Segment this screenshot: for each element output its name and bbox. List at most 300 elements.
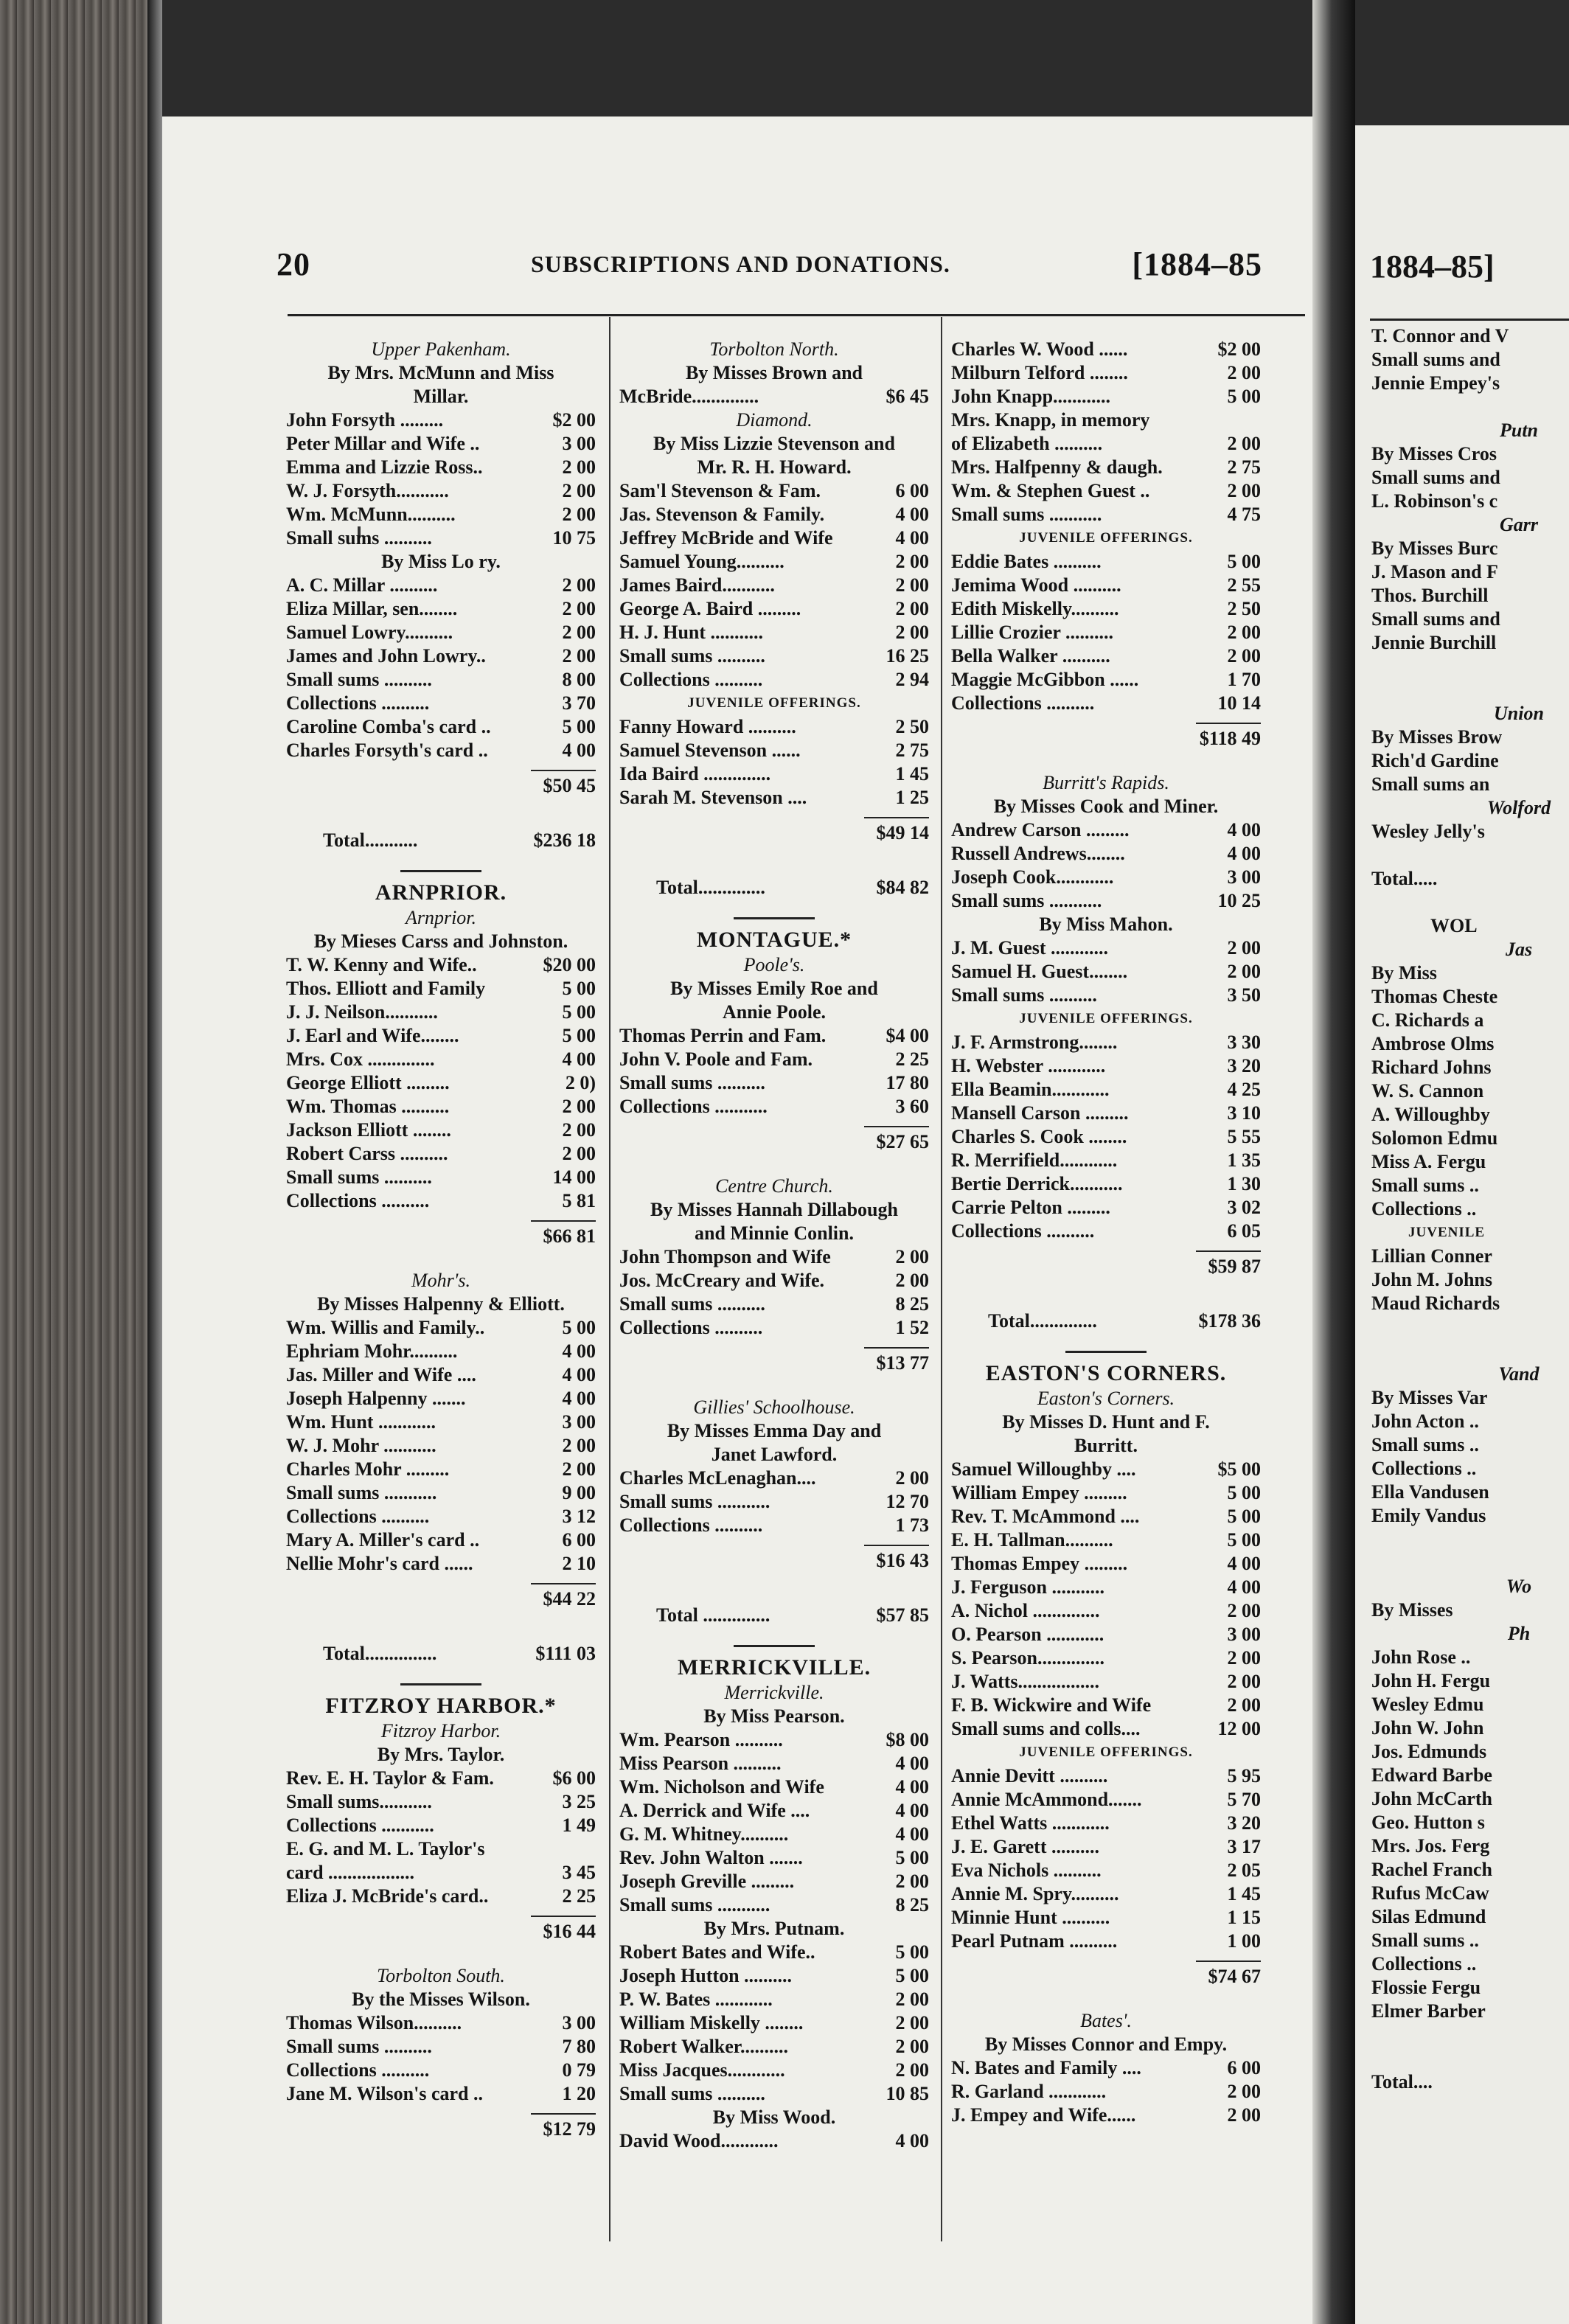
juvenile-heading: JUVENILE OFFERINGS. (1019, 1744, 1193, 1760)
donation-amount: 2 05 (1227, 1859, 1261, 1881)
collector-line: By Misses Cook and Miner. (993, 796, 1219, 817)
donor-name: Annie Devitt .......... (951, 1765, 1108, 1787)
donor-name: Collections .......... (951, 692, 1095, 714)
donation-amount: 2 50 (895, 716, 929, 737)
donation-row (951, 1576, 1261, 1599)
donation-amount: 2 00 (562, 1096, 596, 1117)
donation-amount: 2 25 (562, 1885, 596, 1907)
donor-name: J. J. Neilson........... (286, 1001, 438, 1023)
spacer (619, 1573, 929, 1593)
donor-name: Samuel Young.......... (619, 551, 784, 572)
next-page-line: Small sums an (1371, 773, 1490, 795)
donation-row (951, 1835, 1261, 1859)
donor-name: card .................. (286, 1862, 415, 1883)
column-3 (951, 338, 1261, 2127)
donation-amount: 1 15 (1227, 1907, 1261, 1928)
donation-amount: 4 00 (1227, 843, 1261, 864)
donation-row (619, 526, 929, 550)
donation-amount: 2 00 (562, 622, 596, 643)
donation-row (286, 1552, 596, 1576)
donation-row (286, 1024, 596, 1048)
donor-name: Jackson Elliott ........ (286, 1119, 451, 1141)
donation-amount: 8 00 (562, 669, 596, 690)
donation-amount: 3 60 (895, 1096, 929, 1117)
donation-block (951, 1309, 1261, 1353)
next-page-line: L. Robinson's c (1371, 490, 1498, 512)
donation-amount: 5 00 (562, 1001, 596, 1023)
subheading: Mohr's. (411, 1270, 470, 1291)
donation-row (951, 1481, 1261, 1505)
donor-name: Joseph Cook............ (951, 866, 1114, 888)
next-page-line: Small sums .. (1371, 1434, 1479, 1455)
donation-amount: 4 00 (562, 1388, 596, 1409)
spacer (951, 1989, 1261, 2009)
donation-row (286, 977, 596, 1001)
donor-name: John Forsyth ......... (286, 409, 444, 431)
donor-name: Bertie Derrick........... (951, 1173, 1123, 1194)
donation-row (951, 1125, 1261, 1149)
donation-block (951, 2009, 1261, 2127)
juvenile-heading: JUVENILE OFFERINGS. (687, 695, 861, 711)
donor-name: William Empey ......... (951, 1482, 1127, 1503)
donor-name: Jeffrey McBride and Wife (619, 527, 833, 549)
donation-amount: 2 50 (1227, 598, 1261, 619)
donor-name: Collections ........... (286, 1815, 434, 1836)
donor-name: David Wood............ (619, 2130, 779, 2151)
donation-amount: 5 00 (895, 1941, 929, 1963)
donor-name: Peter Millar and Wife .. (286, 433, 480, 454)
donation-amount: 2 00 (1227, 362, 1261, 383)
next-page-line: Geo. Hutton s (1371, 1812, 1485, 1833)
next-page-line (1371, 678, 1569, 702)
donation-amount: 10 85 (886, 2083, 929, 2104)
total-label: Total.............. (656, 877, 765, 898)
donor-name: J. E. Garett .......... (951, 1836, 1099, 1857)
donation-amount: 2 00 (562, 645, 596, 667)
subtotal-amount: $74 67 (1196, 1961, 1261, 1989)
donation-row (619, 550, 929, 574)
donation-row (619, 1846, 929, 1870)
subheading: Torbolton North. (709, 338, 839, 360)
donation-row (619, 715, 929, 739)
next-page-line: Solomon Edmu (1371, 1127, 1498, 1149)
donation-amount: 3 00 (562, 433, 596, 454)
donation-amount: 5 00 (895, 1965, 929, 1986)
subheading: Torbolton South. (377, 1965, 505, 1986)
next-page-line: Ella Vandusen (1371, 1481, 1489, 1503)
donation-amount: 2 00 (1227, 2081, 1261, 2102)
donor-name: Ida Baird .............. (619, 763, 771, 784)
donation-block (286, 1694, 596, 1964)
donor-name: Small sums ........... (619, 1894, 770, 1916)
donation-amount: 2 00 (562, 480, 596, 501)
donation-amount: 4 00 (1227, 1553, 1261, 1574)
next-page-line: A. Willoughby (1371, 1104, 1490, 1125)
donation-amount: 2 00 (1227, 1694, 1261, 1716)
next-page-line: Small sums and (1371, 467, 1500, 488)
subheading: Bates'. (1080, 2010, 1132, 2031)
donor-name: Thomas Empey ......... (951, 1553, 1128, 1574)
donation-row (951, 479, 1261, 503)
donation-block (951, 1741, 1261, 2009)
donation-row (619, 739, 929, 762)
donation-row (286, 1118, 596, 1142)
donation-row (286, 1363, 596, 1387)
donation-amount: $2 00 (1217, 338, 1261, 360)
donor-name: Collections .......... (619, 1514, 763, 1536)
donor-name: Nellie Mohr's card ...... (286, 1553, 473, 1574)
donor-name: Small sums ........... (951, 504, 1102, 525)
donor-name: Wm. Thomas .......... (286, 1096, 450, 1117)
donor-name: J. Ferguson ........... (951, 1576, 1104, 1598)
next-page-line: J. Mason and F (1371, 561, 1498, 582)
next-page-line: By Misses Burc (1371, 537, 1498, 559)
donor-name: Wm. & Stephen Guest .. (951, 480, 1150, 501)
donation-row (619, 2129, 929, 2153)
collector-line: By Mrs. Taylor. (377, 1744, 505, 1765)
spacer (286, 1248, 596, 1269)
donation-row (286, 1814, 596, 1837)
subtotal-amount: $59 87 (1196, 1250, 1261, 1278)
donation-amount: 1 70 (1227, 669, 1261, 690)
donation-amount: 4 00 (1227, 1576, 1261, 1598)
donation-amount: 4 00 (895, 504, 929, 525)
donation-amount: 5 55 (1227, 1126, 1261, 1147)
donation-row (951, 1149, 1261, 1172)
donation-row (951, 1599, 1261, 1623)
donation-amount: 2 00 (562, 504, 596, 525)
donor-name: N. Bates and Family .... (951, 2057, 1141, 2078)
donation-amount: 1 35 (1227, 1149, 1261, 1171)
donation-amount: 14 00 (552, 1166, 596, 1188)
donation-amount: 2 00 (562, 574, 596, 596)
donation-amount: 2 00 (1227, 1600, 1261, 1621)
donor-name: Small sums .......... (951, 984, 1097, 1006)
subtotal-row (619, 817, 929, 845)
donor-name: Small sums ........... (619, 1491, 770, 1512)
subtotal-amount: $118 49 (1196, 723, 1261, 751)
donation-amount: 2 00 (1227, 622, 1261, 643)
donation-row (951, 1906, 1261, 1930)
donation-amount: 2 00 (562, 456, 596, 478)
donation-block (619, 876, 929, 919)
next-page-column (1371, 324, 1569, 2094)
donation-row (619, 644, 929, 668)
donation-block (619, 338, 929, 408)
donor-name: E. G. and M. L. Taylor's (286, 1838, 485, 1859)
section-rule (734, 917, 815, 919)
donation-row (951, 456, 1261, 479)
donation-amount: 2 00 (895, 598, 929, 619)
donation-amount: 2 10 (562, 1553, 596, 1574)
donation-amount: 3 10 (1227, 1102, 1261, 1124)
donation-row (619, 1775, 929, 1799)
subheading: Gillies' Schoolhouse. (693, 1396, 855, 1418)
book-gutter (1312, 0, 1355, 2324)
subtotal-amount: $44 22 (531, 1583, 596, 1611)
donor-name: Mansell Carson ......... (951, 1102, 1129, 1124)
donor-name: J. Watts................. (951, 1671, 1100, 1692)
donor-name: Charles McLenaghan.... (619, 1467, 816, 1489)
donation-amount: 1 30 (1227, 1173, 1261, 1194)
donation-amount: 3 25 (562, 1791, 596, 1812)
donation-amount: 12 00 (1217, 1718, 1261, 1739)
donor-name: Ephriam Mohr.......... (286, 1340, 458, 1362)
donation-row (286, 715, 596, 739)
section-heading: ARNPRIOR. (375, 880, 507, 905)
donation-amount: 2 00 (895, 1989, 929, 2010)
donation-row (619, 1752, 929, 1775)
donation-amount: 3 00 (562, 1411, 596, 1433)
total-label: Total.............. (988, 1310, 1097, 1332)
donation-amount: 2 00 (895, 2036, 929, 2057)
donation-amount: 4 00 (895, 1823, 929, 1845)
next-page-line: T. Connor and V (1371, 325, 1509, 347)
next-page-line: Wolford (1486, 797, 1551, 818)
donation-row (286, 1481, 596, 1505)
donation-row (619, 1941, 929, 1964)
donor-name: Small sums .......... (286, 2036, 432, 2057)
donor-name: Eliza Millar, sen........ (286, 598, 458, 619)
next-page-line (1371, 1339, 1569, 1363)
donation-row (286, 2011, 596, 2035)
donation-block (619, 1175, 929, 1396)
donation-row (286, 1458, 596, 1481)
subtotal-row (286, 770, 596, 798)
page-number: 20 (276, 246, 310, 282)
donation-amount: 3 70 (562, 692, 596, 714)
collector-line: Annie Poole. (722, 1001, 827, 1023)
donation-amount: 2 00 (895, 2012, 929, 2034)
next-page-line: Jennie Empey's (1371, 372, 1500, 394)
donation-row (951, 1764, 1261, 1788)
donor-name: Charles Forsyth's card .. (286, 740, 488, 761)
spacer (286, 2141, 596, 2162)
donation-row (619, 2035, 929, 2059)
donation-block (619, 1604, 929, 1647)
donation-amount: 8 25 (895, 1894, 929, 1916)
next-page-line: John H. Fergu (1371, 1670, 1491, 1691)
donor-name: John Knapp............ (951, 386, 1111, 407)
next-page-line (1371, 655, 1569, 678)
total-row (619, 1604, 929, 1627)
juvenile-heading: JUVENILE OFFERINGS. (1019, 530, 1193, 546)
donation-amount: 3 00 (1227, 1624, 1261, 1645)
next-page-line: Flossie Fergu (1371, 1977, 1481, 1998)
donor-name: Thos. Elliott and Family (286, 978, 486, 999)
donor-name: Charles S. Cook ........ (951, 1126, 1127, 1147)
collector-line: and Minnie Conlin. (694, 1222, 854, 1244)
donation-row (286, 1071, 596, 1095)
donor-name: A. Nichol .............. (951, 1600, 1100, 1621)
donation-row (286, 621, 596, 644)
next-page-line: Small sums and (1371, 608, 1500, 630)
next-page-line (1371, 395, 1569, 419)
donation-row (951, 1859, 1261, 1882)
donation-row (951, 1054, 1261, 1078)
donation-amount: 1 73 (895, 1514, 929, 1536)
subheading: Centre Church. (715, 1175, 833, 1197)
donation-amount: 10 25 (1217, 890, 1261, 911)
collector-line: By Misses Brown and (685, 362, 863, 383)
donation-amount: 1 00 (1227, 1930, 1261, 1952)
subtotal-row (951, 1250, 1261, 1278)
next-page-line: Jas (1505, 939, 1533, 960)
section-rule (1065, 1351, 1147, 1353)
donation-row (619, 385, 929, 408)
donation-row (951, 2056, 1261, 2080)
donor-name: Collections .......... (619, 669, 763, 690)
donor-name: T. W. Kenny and Wife.. (286, 954, 477, 975)
donor-name: Small sums .......... (619, 1072, 765, 1093)
donor-name: Thomas Wilson.......... (286, 2012, 462, 2034)
donation-row (286, 1166, 596, 1189)
donor-name: J. Empey and Wife...... (951, 2104, 1136, 2126)
donation-amount: 10 14 (1217, 692, 1261, 714)
donor-name: W. J. Mohr ........... (286, 1435, 436, 1456)
next-page-line: Thos. Burchill (1371, 585, 1489, 606)
donation-amount: 7 80 (562, 2036, 596, 2057)
donation-amount: 12 70 (886, 1491, 929, 1512)
donor-name: Robert Bates and Wife.. (619, 1941, 815, 1963)
donation-amount: 2 0) (565, 1072, 596, 1093)
donation-amount: 5 95 (1227, 1765, 1261, 1787)
donation-row (619, 1024, 929, 1048)
donation-amount: 1 49 (562, 1815, 596, 1836)
donation-amount: 4 00 (895, 1776, 929, 1798)
donation-row (951, 1528, 1261, 1552)
donation-amount: 2 00 (895, 1467, 929, 1489)
donation-amount: 2 00 (562, 1119, 596, 1141)
spacer (286, 798, 596, 818)
donation-row (286, 668, 596, 692)
donor-name: W. J. Forsyth........... (286, 480, 449, 501)
donor-name: Russell Andrews........ (951, 843, 1125, 864)
donation-row (286, 408, 596, 432)
donor-name: Small sums and colls.... (951, 1718, 1141, 1739)
donation-row (286, 1861, 596, 1885)
next-page-line: Vand (1498, 1363, 1540, 1385)
donor-name: Samuel Stevenson ...... (619, 740, 801, 761)
subheading: Merrickville. (724, 1682, 824, 1703)
donor-name: Collections .......... (619, 1317, 763, 1338)
donor-name: Robert Carss .......... (286, 1143, 448, 1164)
total-label: Total........... (323, 829, 418, 851)
donation-amount: 6 00 (1227, 2057, 1261, 2078)
donor-name: Sarah M. Stevenson .... (619, 787, 807, 808)
juvenile-heading: JUVENILE OFFERINGS. (1019, 1011, 1193, 1026)
next-page-line: Total..... (1371, 868, 1438, 889)
donation-row (286, 1790, 596, 1814)
donation-amount: 2 00 (895, 1270, 929, 1291)
donor-name: Maggie McGibbon ...... (951, 669, 1139, 690)
donor-name: Small sums .......... (619, 645, 765, 667)
collector-line: By Misses Emma Day and (667, 1420, 882, 1441)
donation-amount: 5 00 (1227, 1482, 1261, 1503)
donor-name: Caroline Comba's card .. (286, 716, 491, 737)
donation-amount: 2 00 (895, 1246, 929, 1267)
collector-line: By Misses Halpenny & Elliott. (317, 1293, 565, 1315)
donor-name: Collections .......... (286, 2059, 430, 2081)
subtotal-amount: $66 81 (531, 1220, 596, 1248)
total-amount: $111 03 (535, 1643, 596, 1664)
donation-amount: 4 00 (895, 1753, 929, 1774)
donation-amount: 5 81 (562, 1190, 596, 1211)
donation-row (951, 1623, 1261, 1646)
donor-name: McBride.............. (619, 386, 759, 407)
donation-amount: 5 00 (1227, 551, 1261, 572)
next-page-line: Rachel Franch (1371, 1859, 1492, 1880)
column-divider (941, 317, 942, 2241)
donor-name: Small sums .......... (619, 2083, 765, 2104)
donation-amount: 5 00 (562, 978, 596, 999)
total-row (619, 876, 929, 900)
donor-name: Eliza J. McBride's card.. (286, 1885, 489, 1907)
donation-row (951, 1172, 1261, 1196)
donation-amount (1203, 408, 1261, 432)
donation-amount: 5 00 (562, 1025, 596, 1046)
donor-name: Miss Jacques............ (619, 2059, 785, 2081)
donation-amount: 2 00 (1227, 2104, 1261, 2126)
donation-row (951, 338, 1261, 361)
donation-amount: 3 00 (562, 2012, 596, 2034)
donation-block (286, 829, 596, 872)
collector-line: By the Misses Wilson. (352, 1989, 530, 2010)
donation-amount: 4 00 (562, 1340, 596, 1362)
donor-name: Samuel Willoughby .... (951, 1458, 1136, 1480)
donation-block (951, 913, 1261, 1007)
donation-row (951, 1458, 1261, 1481)
donation-amount: 4 00 (1227, 819, 1261, 841)
donation-row (619, 1514, 929, 1537)
next-page-line: Silas Edmund (1371, 1906, 1486, 1927)
donation-amount: 1 25 (895, 787, 929, 808)
donation-block (951, 1007, 1261, 1299)
donation-row (951, 866, 1261, 889)
donation-block (619, 2106, 929, 2153)
next-page-line (1371, 843, 1569, 867)
collector-line: By Mrs. McMunn and Miss (327, 362, 554, 383)
donation-amount: 8 25 (895, 1293, 929, 1315)
donation-amount: 0 79 (562, 2059, 596, 2081)
donation-block (619, 692, 929, 866)
donor-name: James and John Lowry.. (286, 645, 486, 667)
donor-name: J. Earl and Wife........ (286, 1025, 459, 1046)
donation-amount: 3 17 (1227, 1836, 1261, 1857)
total-label: Total............... (323, 1643, 437, 1664)
donor-name: H. J. Hunt ........... (619, 622, 764, 643)
next-page-line: Mrs. Jos. Ferg (1371, 1835, 1490, 1857)
donor-name: Joseph Halpenny ....... (286, 1388, 466, 1409)
subheading: Diamond. (736, 409, 813, 431)
right-page (1355, 125, 1569, 2324)
donation-row (286, 1505, 596, 1528)
total-label: Total .............. (656, 1604, 770, 1626)
donor-name: F. B. Wickwire and Wife (951, 1694, 1152, 1716)
donation-block (286, 550, 596, 818)
collector-line: By Miss Lizzie Stevenson and (653, 433, 895, 454)
donor-name: Miss Pearson .......... (619, 1753, 782, 1774)
collector-line: By Mrs. Putnam. (703, 1918, 845, 1939)
donor-name: Jas. Stevenson & Family. (619, 504, 825, 525)
donor-name: Robert Walker.......... (619, 2036, 788, 2057)
donation-amount: 4 00 (895, 2130, 929, 2151)
donor-name: J. F. Armstrong........ (951, 1031, 1118, 1053)
collector-line: By Misses Connor and Empy. (984, 2034, 1228, 2055)
donation-amount: 5 00 (562, 1317, 596, 1338)
donation-amount: 3 30 (1227, 1031, 1261, 1053)
donation-row (619, 2082, 929, 2106)
